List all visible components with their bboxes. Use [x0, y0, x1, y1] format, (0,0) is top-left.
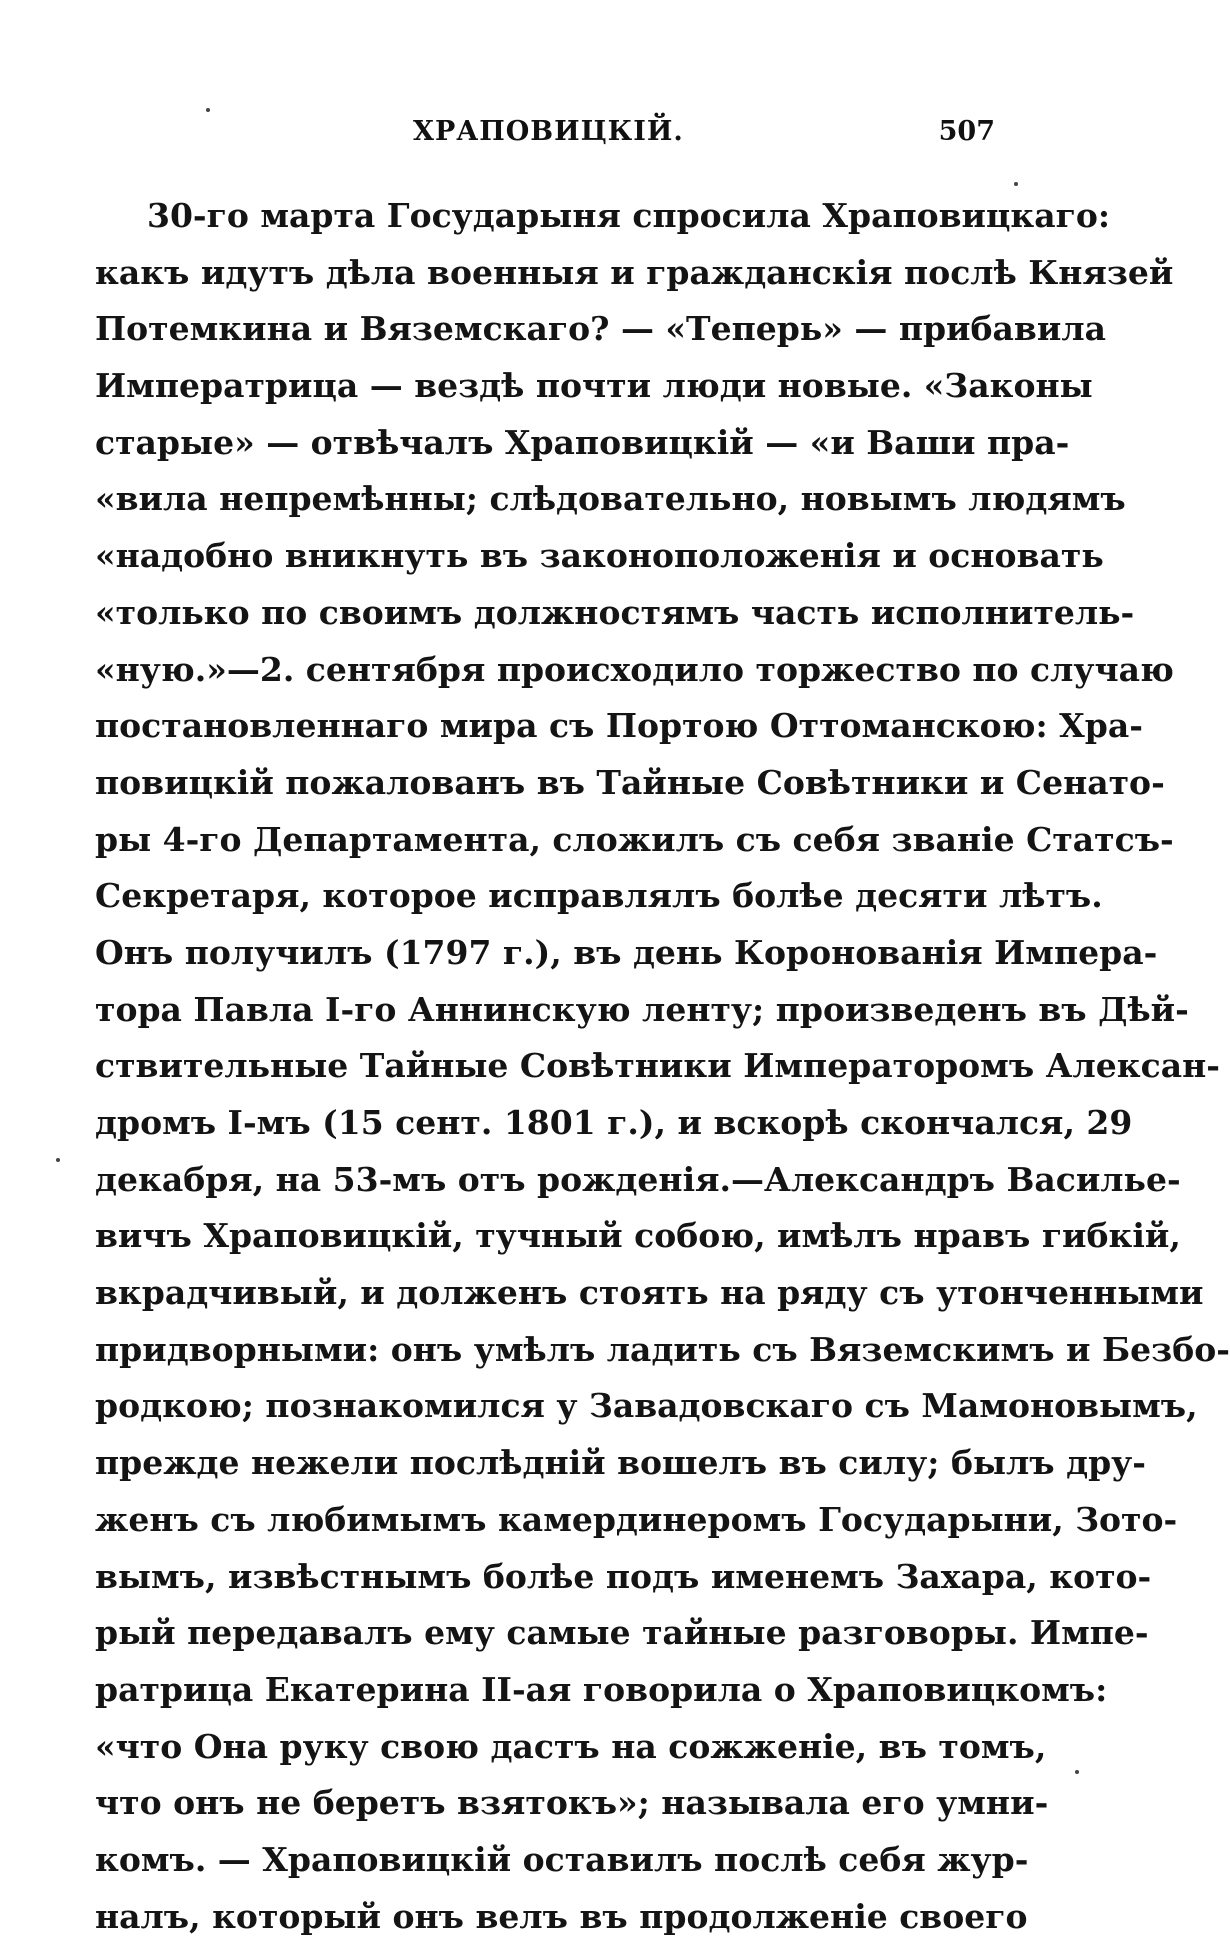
- text-line: рый передавалъ ему самые тайные разговоры. Импе-: [95, 1613, 1149, 1653]
- text-line: Онъ получилъ (1797 г.), въ день Коронованія Импера-: [95, 932, 1158, 972]
- body-text: [95, 188, 1230, 1945]
- text-line: что онъ не беретъ взятокъ»; называла его умни-: [95, 1783, 1049, 1823]
- page-number: 507: [938, 116, 995, 147]
- scan-speck: [1075, 1770, 1079, 1774]
- text-line: налъ, который онъ велъ въ продолженіе своего: [95, 1896, 1028, 1936]
- text-line: декабря, на 53-мъ отъ рожденія.—Александръ Василье-: [95, 1159, 1181, 1199]
- text-line: «надобно вникнуть въ законоположенія и основать: [95, 536, 1104, 576]
- text-line: придворными: онъ умѣлъ ладить съ Вяземскимъ и Безбо-: [95, 1329, 1230, 1369]
- text-line: «только по своимъ должностямъ часть исполнитель-: [95, 592, 1135, 632]
- text-line: женъ съ любимымъ камердинеромъ Государыни, Зото-: [95, 1499, 1178, 1539]
- text-line: ствительные Тайные Совѣтники Императоромъ Алексан-: [95, 1046, 1220, 1086]
- text-line: дромъ I-мъ (15 сент. 1801 г.), и вскорѣ скончался, 29: [95, 1103, 1133, 1142]
- text-line: «вила непремѣнны; слѣдовательно, новымъ людямъ: [95, 479, 1126, 519]
- text-line: повицкій пожалованъ въ Тайные Совѣтники и Сенато-: [95, 762, 1165, 802]
- text-line: ры 4-го Департамента, сложилъ съ себя званіе Статсъ-: [95, 819, 1174, 859]
- page-header: [95, 116, 995, 156]
- text-line: «что Она руку свою дастъ на сожженіе, въ томъ,: [95, 1726, 1047, 1766]
- text-line: вичъ Храповицкій, тучный собою, имѣлъ нравъ гибкій,: [95, 1216, 1181, 1256]
- text-line: ратрица Екатерина II-ая говорила о Храповицкомъ:: [95, 1669, 1108, 1709]
- text-line: родкою; познакомился у Завадовскаго съ Мамоновымъ,: [95, 1386, 1198, 1426]
- text-line: Потемкина и Вяземскаго? — «Теперь» — прибавила: [95, 309, 1106, 349]
- scan-speck: [206, 108, 210, 112]
- scan-speck: [56, 1158, 60, 1162]
- scan-speck: [1014, 182, 1018, 186]
- text-line: вымъ, извѣстнымъ болѣе подъ именемъ Захара, кото-: [95, 1556, 1152, 1596]
- text-line: 30-го марта Государыня спросила Храповицкаго:: [147, 196, 1111, 235]
- text-line: вкрадчивый, и долженъ стоять на ряду съ утонченными: [95, 1273, 1204, 1313]
- text-line: постановленнаго мира съ Портою Оттоманскою: Хра-: [95, 706, 1143, 746]
- text-line: прежде нежели послѣдній вошелъ въ силу; былъ дру-: [95, 1443, 1146, 1483]
- running-head: ХРАПОВИЦКІЙ.: [413, 116, 684, 147]
- text-line: Императрица — вездѣ почти люди новые. «Законы: [95, 366, 1093, 406]
- text-line: Секретаря, которое исправлялъ болѣе десяти лѣтъ.: [95, 876, 1103, 916]
- text-line: какъ идутъ дѣла военныя и гражданскія послѣ Князей: [95, 252, 1174, 292]
- text-line: комъ. — Храповицкій оставилъ послѣ себя жур-: [95, 1839, 1029, 1879]
- text-line: «ную.»—2. сентября происходило торжество по случаю: [95, 649, 1174, 689]
- text-line: старые» — отвѣчалъ Храповицкій — «и Ваши пра-: [95, 422, 1070, 462]
- text-line: тора Павла I-го Аннинскую ленту; произведенъ въ Дѣй-: [95, 989, 1189, 1029]
